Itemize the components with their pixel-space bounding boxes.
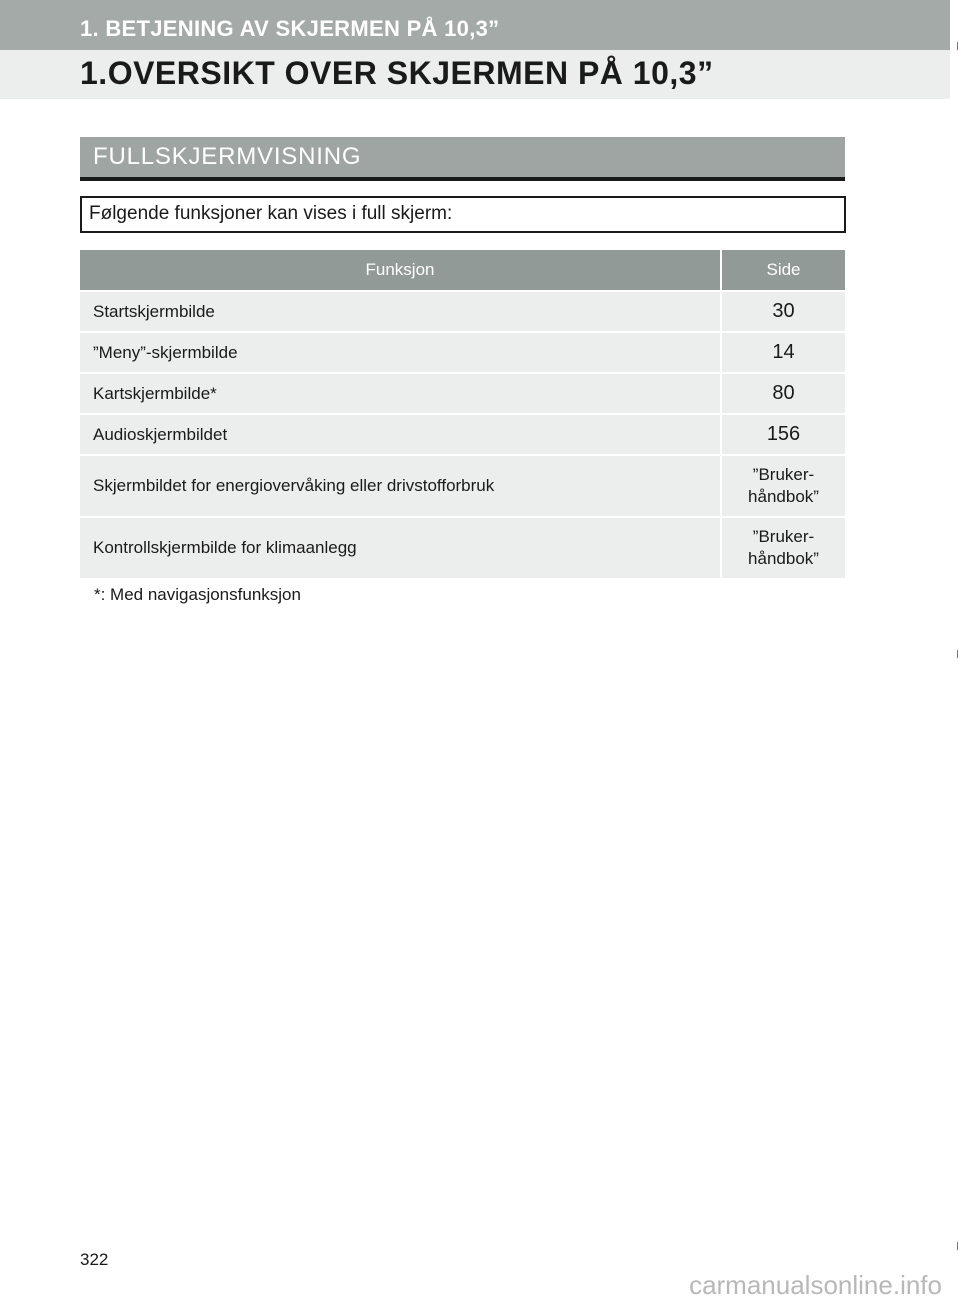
page-number: 322 — [80, 1250, 109, 1269]
page-cell-line: ”Bruker- — [752, 527, 815, 546]
page-cell-line: håndbok” — [748, 549, 819, 568]
section-title: 1.OVERSIKT OVER SKJERMEN PÅ 10,3” — [80, 55, 714, 91]
function-cell: Kontrollskjermbilde for klimaanlegg — [80, 518, 722, 578]
table-row — [80, 374, 845, 415]
table-header-row — [80, 250, 845, 292]
table-row — [80, 333, 845, 374]
chapter-title: 1. BETJENING AV SKJERMEN PÅ 10,3” — [80, 16, 500, 41]
column-header-page: Side — [766, 260, 801, 279]
page-cell: 14 — [772, 341, 795, 363]
crop-mark — [957, 42, 958, 50]
page-cell — [722, 456, 845, 516]
intro-box — [80, 196, 846, 233]
page-cell — [722, 518, 845, 578]
intro-text: Følgende funksjoner kan vises i full skjerm: — [89, 203, 453, 224]
footnote: *: Med navigasjonsfunksjon — [94, 585, 301, 604]
subsection-title: FULLSKJERMVISNING — [93, 143, 362, 170]
page-cell: 80 — [772, 382, 795, 404]
function-cell: Kartskjermbilde* — [80, 374, 722, 413]
function-cell: Audioskjermbildet — [80, 415, 722, 454]
page-cell: 30 — [772, 300, 795, 322]
page-cell-line: håndbok” — [748, 487, 819, 506]
crop-mark — [957, 1242, 958, 1250]
function-table — [80, 250, 845, 580]
table-row — [80, 518, 845, 580]
page-cell-line: ”Bruker- — [752, 465, 815, 484]
column-header-function: Funksjon — [80, 250, 722, 290]
function-cell: Skjermbildet for energiovervåking eller drivstofforbruk — [80, 456, 722, 516]
table-row — [80, 456, 845, 518]
page-cell: 156 — [766, 423, 801, 445]
subsection-header — [80, 137, 845, 181]
crop-mark — [957, 650, 958, 658]
function-cell: Startskjermbilde — [80, 292, 722, 331]
table-row — [80, 415, 845, 456]
function-cell: ”Meny”-skjermbilde — [80, 333, 722, 372]
table-row — [80, 292, 845, 333]
watermark: carmanualsonline.info — [689, 1270, 942, 1300]
